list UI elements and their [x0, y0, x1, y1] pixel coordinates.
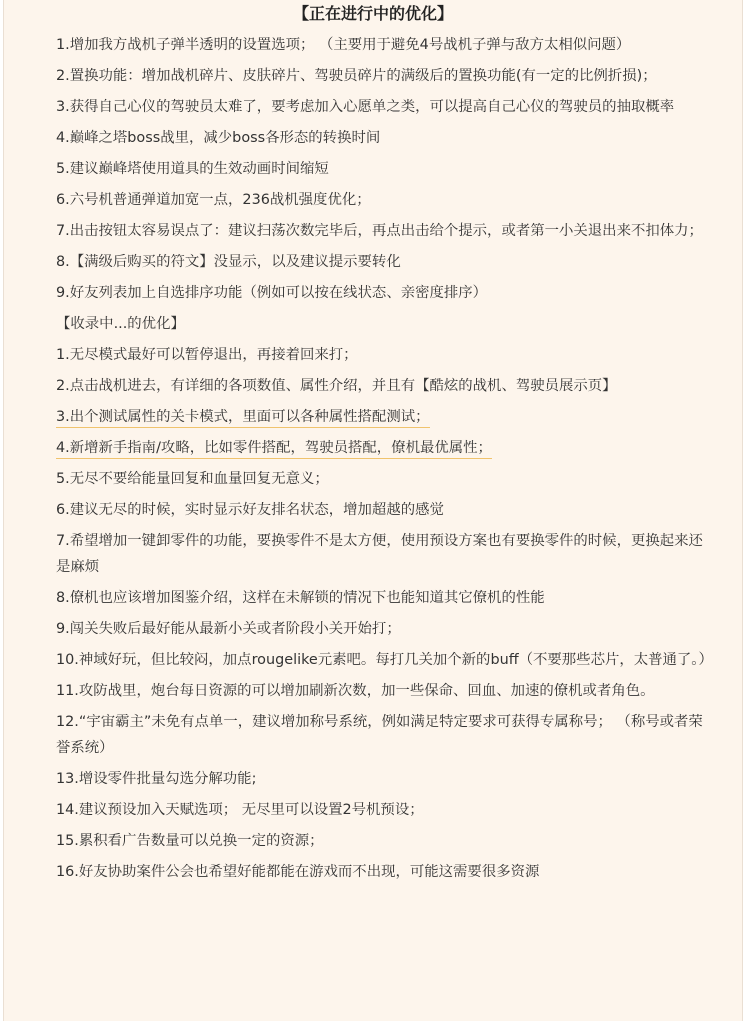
list-item: 7.希望增加一键卸零件的功能，要换零件不是太方便，使用预设方案也有要换零件的时候，更换起来还是麻烦 [56, 533, 703, 575]
list-item: 10.神域好玩，但比较闷，加点rougelike元素吧。每打几关加个新的buff（不要那些芯片，太普通了。） [56, 652, 713, 668]
section-heading: 【收录中...的优化】 [56, 316, 185, 332]
page-title: 【正在进行中的优化】 [292, 4, 453, 23]
list-item: 14.建议预设加入天赋选项； 无尽里可以设置2号机预设； [56, 802, 424, 818]
list-item: 1.增加我方战机子弹半透明的设置选项； （主要用于避免4号战机子弹与敌方太相似问题） [56, 37, 631, 53]
list-item: 13.增设零件批量勾选分解功能; [56, 771, 257, 787]
list-item: 9.好友列表加上自选排序功能（例如可以按在线状态、亲密度排序） [56, 285, 488, 301]
list-item: 9.闯关失败后最好能从最新小关或者阶段小关开始打； [56, 621, 401, 637]
underlined-text: 3.出个测试属性的关卡模式，里面可以各种属性搭配测试； [56, 409, 430, 428]
list-item: 8.僚机也应该增加图鉴介绍，这样在未解锁的情况下也能知道其它僚机的性能 [56, 590, 545, 606]
list-item: 3.获得自己心仪的驾驶员太难了，要考虑加入心愿单之类，可以提高自己心仪的驾驶员的抽取概率 [56, 99, 675, 115]
list-item: 16.好友协助案件公会也希望好能都能在游戏而不出现，可能这需要很多资源 [56, 864, 540, 880]
list-item: 7.出击按钮太容易误点了：建议扫荡次数完毕后，再点出击给个提示，或者第一小关退出来不扣体力； [56, 223, 703, 239]
list-item: 2.置换功能：增加战机碎片、皮肤碎片、驾驶员碎片的满级后的置换功能(有一定的比例折损)； [56, 68, 657, 84]
list-item: 5.无尽不要给能量回复和血量回复无意义； [56, 471, 329, 487]
list-item: 15.累积看广告数量可以兑换一定的资源； [56, 833, 324, 849]
list-item: 12.“宇宙霸主”未免有点单一，建议增加称号系统，例如满足特定要求可获得专属称号； （称号或者荣誉系统） [56, 714, 703, 756]
document-body [4, 26, 742, 885]
list-item: 4.巅峰之塔boss战里，减少boss各形态的转换时间 [56, 130, 381, 146]
list-item: 6.建议无尽的时候，实时显示好友排名状态，增加超越的感觉 [56, 502, 444, 518]
list-item: 1.无尽模式最好可以暂停退出，再接着回来打； [56, 347, 358, 363]
list-item: 5.建议巅峰塔使用道具的生效动画时间缩短 [56, 161, 329, 177]
document-page [3, 0, 743, 1021]
list-item: 11.攻防战里，炮台每日资源的可以增加刷新次数，加一些保命、回血、加速的僚机或者角色。 [56, 683, 655, 699]
underlined-text: 4.新增新手指南/攻略，比如零件搭配，驾驶员搭配，僚机最优属性； [56, 440, 492, 459]
list-item [56, 435, 712, 461]
list-item: 6.六号机普通弹道加宽一点，236战机强度优化； [56, 192, 371, 208]
list-item [56, 404, 712, 430]
list-item: 2.点击战机进去，有详细的各项数值、属性介绍，并且有【酷炫的战机、驾驶员展示页】 [56, 378, 617, 394]
list-item: 8.【满级后购买的符文】没显示，以及建议提示要转化 [56, 254, 401, 270]
